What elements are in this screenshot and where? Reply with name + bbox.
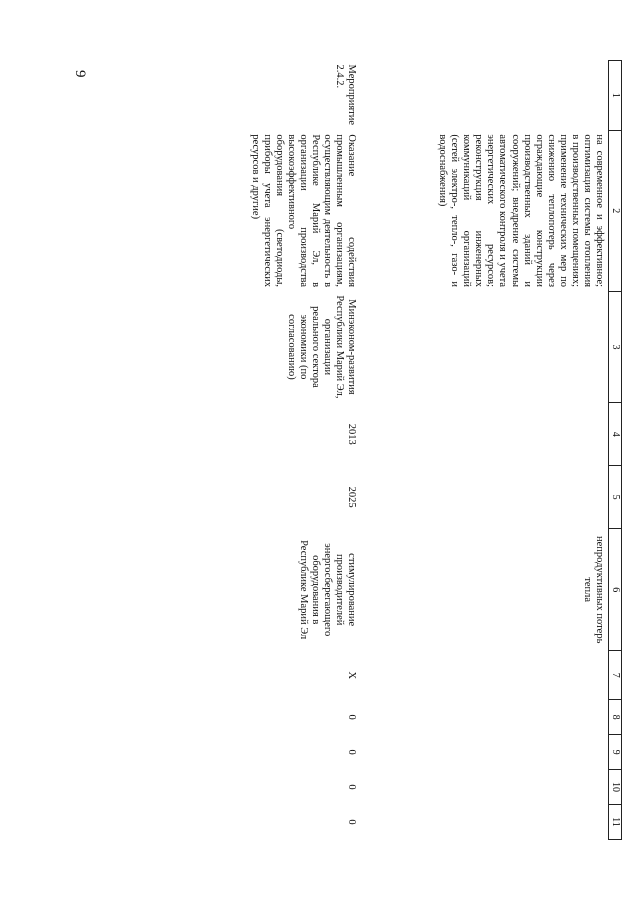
- col-header: 8: [609, 700, 622, 735]
- cell-executor: [361, 291, 609, 403]
- cell-col9: [361, 735, 609, 770]
- cell-col7: Х: [346, 671, 358, 680]
- cell-col10: [361, 770, 609, 805]
- col-header: 6: [609, 529, 622, 651]
- col-header: 4: [609, 403, 622, 466]
- column-number-row: [609, 61, 622, 840]
- col-header: 11: [609, 804, 622, 839]
- cell-executor: Минэконом-развития Республики Марий Эл, организации реального сектора экономики (по согласованию): [286, 295, 358, 399]
- cell-col11: 0: [346, 819, 358, 825]
- table-row: [246, 61, 361, 840]
- cell-measure: Мероприятие 2.4.2.: [334, 64, 358, 126]
- col-header: 10: [609, 770, 622, 805]
- cell-measure: [361, 61, 609, 131]
- col-header: 3: [609, 291, 622, 403]
- col-header: 9: [609, 735, 622, 770]
- cell-col8: 0: [346, 714, 358, 720]
- cell-col7: [361, 651, 609, 700]
- cell-start-year: [361, 403, 609, 466]
- cell-end-year: 2025: [346, 486, 358, 508]
- rotated-table-container: [112, 60, 622, 840]
- page-number: 9: [72, 70, 88, 78]
- cell-start-year: 2013: [346, 423, 358, 445]
- table-row: [361, 61, 609, 840]
- col-header: 5: [609, 466, 622, 529]
- cell-col11: [361, 804, 609, 839]
- cell-result: стимулирование производителей энергосберегающего оборудования в Республике Марий Эл: [298, 540, 358, 640]
- cell-description: Оказание содействия промышленным организациям, осуществляющим деятельность в Республике Марий Эл, в организации производства высокоэффективного оборудования (светодиоды, приборы учета энергетических ресурсов и другие): [250, 134, 358, 288]
- cell-result: непродуктивных потерь тепла: [581, 536, 605, 644]
- measures-table: [246, 60, 622, 840]
- cell-description: на современное и эффективное; оптимизация системы отопления в производственных помещениях; применение технических мер по снижению теплопотерь через ограждающие конструкции производственных зданий и сооружений; внедрение системы автоматического контроля и учета энергетических ресурсов; реконструкция инженерных коммуникаций организаций (сетей электро-, тепло-, газо- и водоснабжения): [437, 134, 605, 288]
- cell-col9: 0: [346, 749, 358, 755]
- col-header: 7: [609, 651, 622, 700]
- cell-col10: 0: [346, 784, 358, 790]
- cell-end-year: [361, 466, 609, 529]
- col-header: 2: [609, 130, 622, 291]
- col-header: 1: [609, 61, 622, 131]
- cell-col8: [361, 700, 609, 735]
